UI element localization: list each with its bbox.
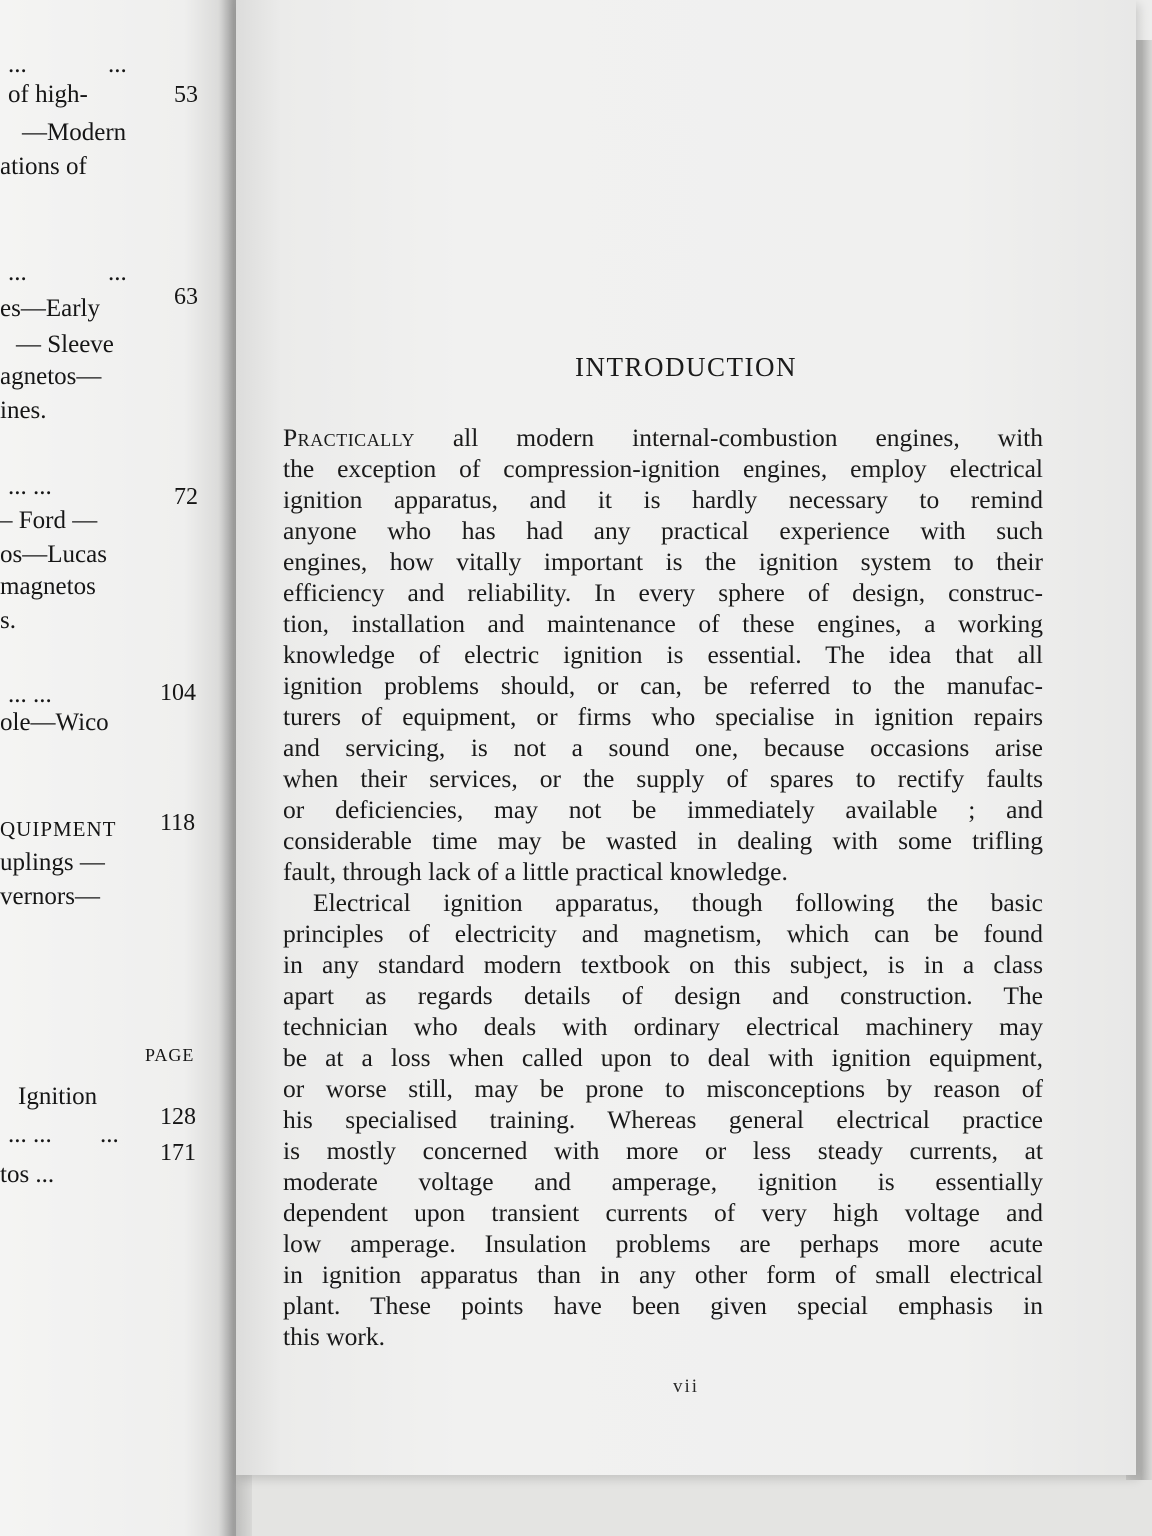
contents-page-number: 171	[160, 1140, 196, 1166]
contents-fragment: vernors—	[0, 883, 100, 910]
contents-fragment: ines.	[0, 397, 47, 424]
contents-page-number: 53	[174, 82, 198, 108]
contents-fragment: agnetos—	[0, 363, 102, 390]
contents-page-number: 118	[160, 810, 196, 836]
contents-fragment: Ignition	[18, 1083, 98, 1110]
text-line: in any standard modern textbook on this subject, is in a class	[283, 950, 1043, 979]
contents-fragment: ... ...	[8, 681, 52, 708]
text-line: ignition apparatus, and it is hardly necessary to remind	[283, 485, 1043, 514]
text-line: Electrical ignition apparatus, though following the basic	[313, 888, 1043, 917]
contents-fragment: os—Lucas	[0, 541, 107, 568]
text-line: dependent upon transient currents of very high voltage and	[283, 1198, 1043, 1227]
text-line: apart as regards details of design and construction. The	[283, 981, 1043, 1010]
contents-page-number: 128	[160, 1104, 196, 1130]
text-line: technician who deals with ordinary electrical machinery may	[283, 1012, 1043, 1041]
contents-fragment: ole—Wico	[0, 709, 109, 736]
contents-fragment: ... ...	[8, 473, 52, 500]
text-line: or deficiencies, may not be immediately available ; and	[283, 795, 1043, 824]
page-column-label: PAGE	[145, 1045, 195, 1065]
contents-fragment: es—Early	[0, 295, 100, 322]
text-line: moderate voltage and amperage, ignition is essentially	[283, 1167, 1043, 1196]
text-line: his specialised training. Whereas general electrical practice	[283, 1105, 1043, 1134]
contents-page-number: 104	[160, 680, 196, 706]
text-line: this work.	[283, 1322, 385, 1351]
text-line: plant. These points have been given special emphasis in	[283, 1291, 1043, 1320]
text-line: efficiency and reliability. In every sphere of design, construc-	[283, 578, 1043, 607]
contents-fragment: QUIPMENT	[0, 817, 117, 841]
page-title: INTRODUCTION	[575, 352, 797, 382]
text-line: fault, through lack of a little practical knowledge.	[283, 857, 788, 886]
text-line: and servicing, is not a sound one, because occasions arise	[283, 733, 1043, 762]
contents-fragment: – Ford —	[0, 507, 98, 534]
contents-fragment: uplings —	[0, 849, 105, 876]
contents-leader-dots: ...	[108, 51, 127, 78]
text-line: principles of electricity and magnetism, which can be found	[283, 919, 1043, 948]
text-line: is mostly concerned with more or less steady currents, at	[283, 1136, 1043, 1165]
contents-fragment: magnetos	[0, 573, 96, 600]
contents-fragment: — Sleeve	[16, 331, 114, 358]
left-page-contents	[0, 0, 236, 1536]
contents-fragment: of high-	[8, 81, 88, 108]
text-line: the exception of compression-ignition engines, employ electrical	[283, 454, 1043, 483]
contents-leader-dots: ...	[100, 1121, 119, 1148]
text-line-rest: all modern internal-combustion engines, with	[414, 423, 1043, 452]
text-line: in ignition apparatus than in any other form of small electrical	[283, 1260, 1043, 1289]
text-line: turers of equipment, or firms who specialise in ignition repairs	[283, 702, 1043, 731]
text-line: anyone who has had any practical experience with such	[283, 516, 1043, 545]
paragraph-2	[283, 887, 1043, 1352]
lead-word: Practically	[283, 423, 415, 452]
text-line: be at a loss when called upon to deal with ignition equipment,	[283, 1043, 1043, 1072]
text-line: considerable time may be wasted in dealing with some trifling	[283, 826, 1043, 855]
paragraph-1	[283, 422, 1043, 887]
text-line: tion, installation and maintenance of these engines, a working	[283, 609, 1043, 638]
contents-fragment: —Modern	[22, 119, 127, 146]
contents-fragment: ...	[8, 51, 27, 78]
contents-fragment: tos ...	[0, 1161, 55, 1188]
body-text	[283, 422, 1043, 1352]
text-line	[283, 422, 1043, 453]
contents-page-number: 72	[174, 484, 198, 510]
text-line: engines, how vitally important is the ignition system to their	[283, 547, 1043, 576]
text-line: knowledge of electric ignition is essential. The idea that all	[283, 640, 1043, 669]
text-line: low amperage. Insulation problems are perhaps more acute	[283, 1229, 1043, 1258]
text-line: or worse still, may be prone to misconceptions by reason of	[283, 1074, 1043, 1103]
text-line: when their services, or the supply of spares to rectify faults	[283, 764, 1043, 793]
contents-leader-dots: ...	[108, 259, 127, 286]
contents-fragment: s.	[0, 607, 16, 634]
contents-fragment: ... ...	[8, 1121, 52, 1148]
text-line: ignition problems should, or can, be referred to the manufac-	[283, 671, 1043, 700]
contents-fragment: ations of	[0, 153, 87, 180]
page-number: vii	[672, 1376, 700, 1397]
contents-page-number: 63	[174, 284, 198, 310]
contents-fragment: ...	[8, 259, 27, 286]
